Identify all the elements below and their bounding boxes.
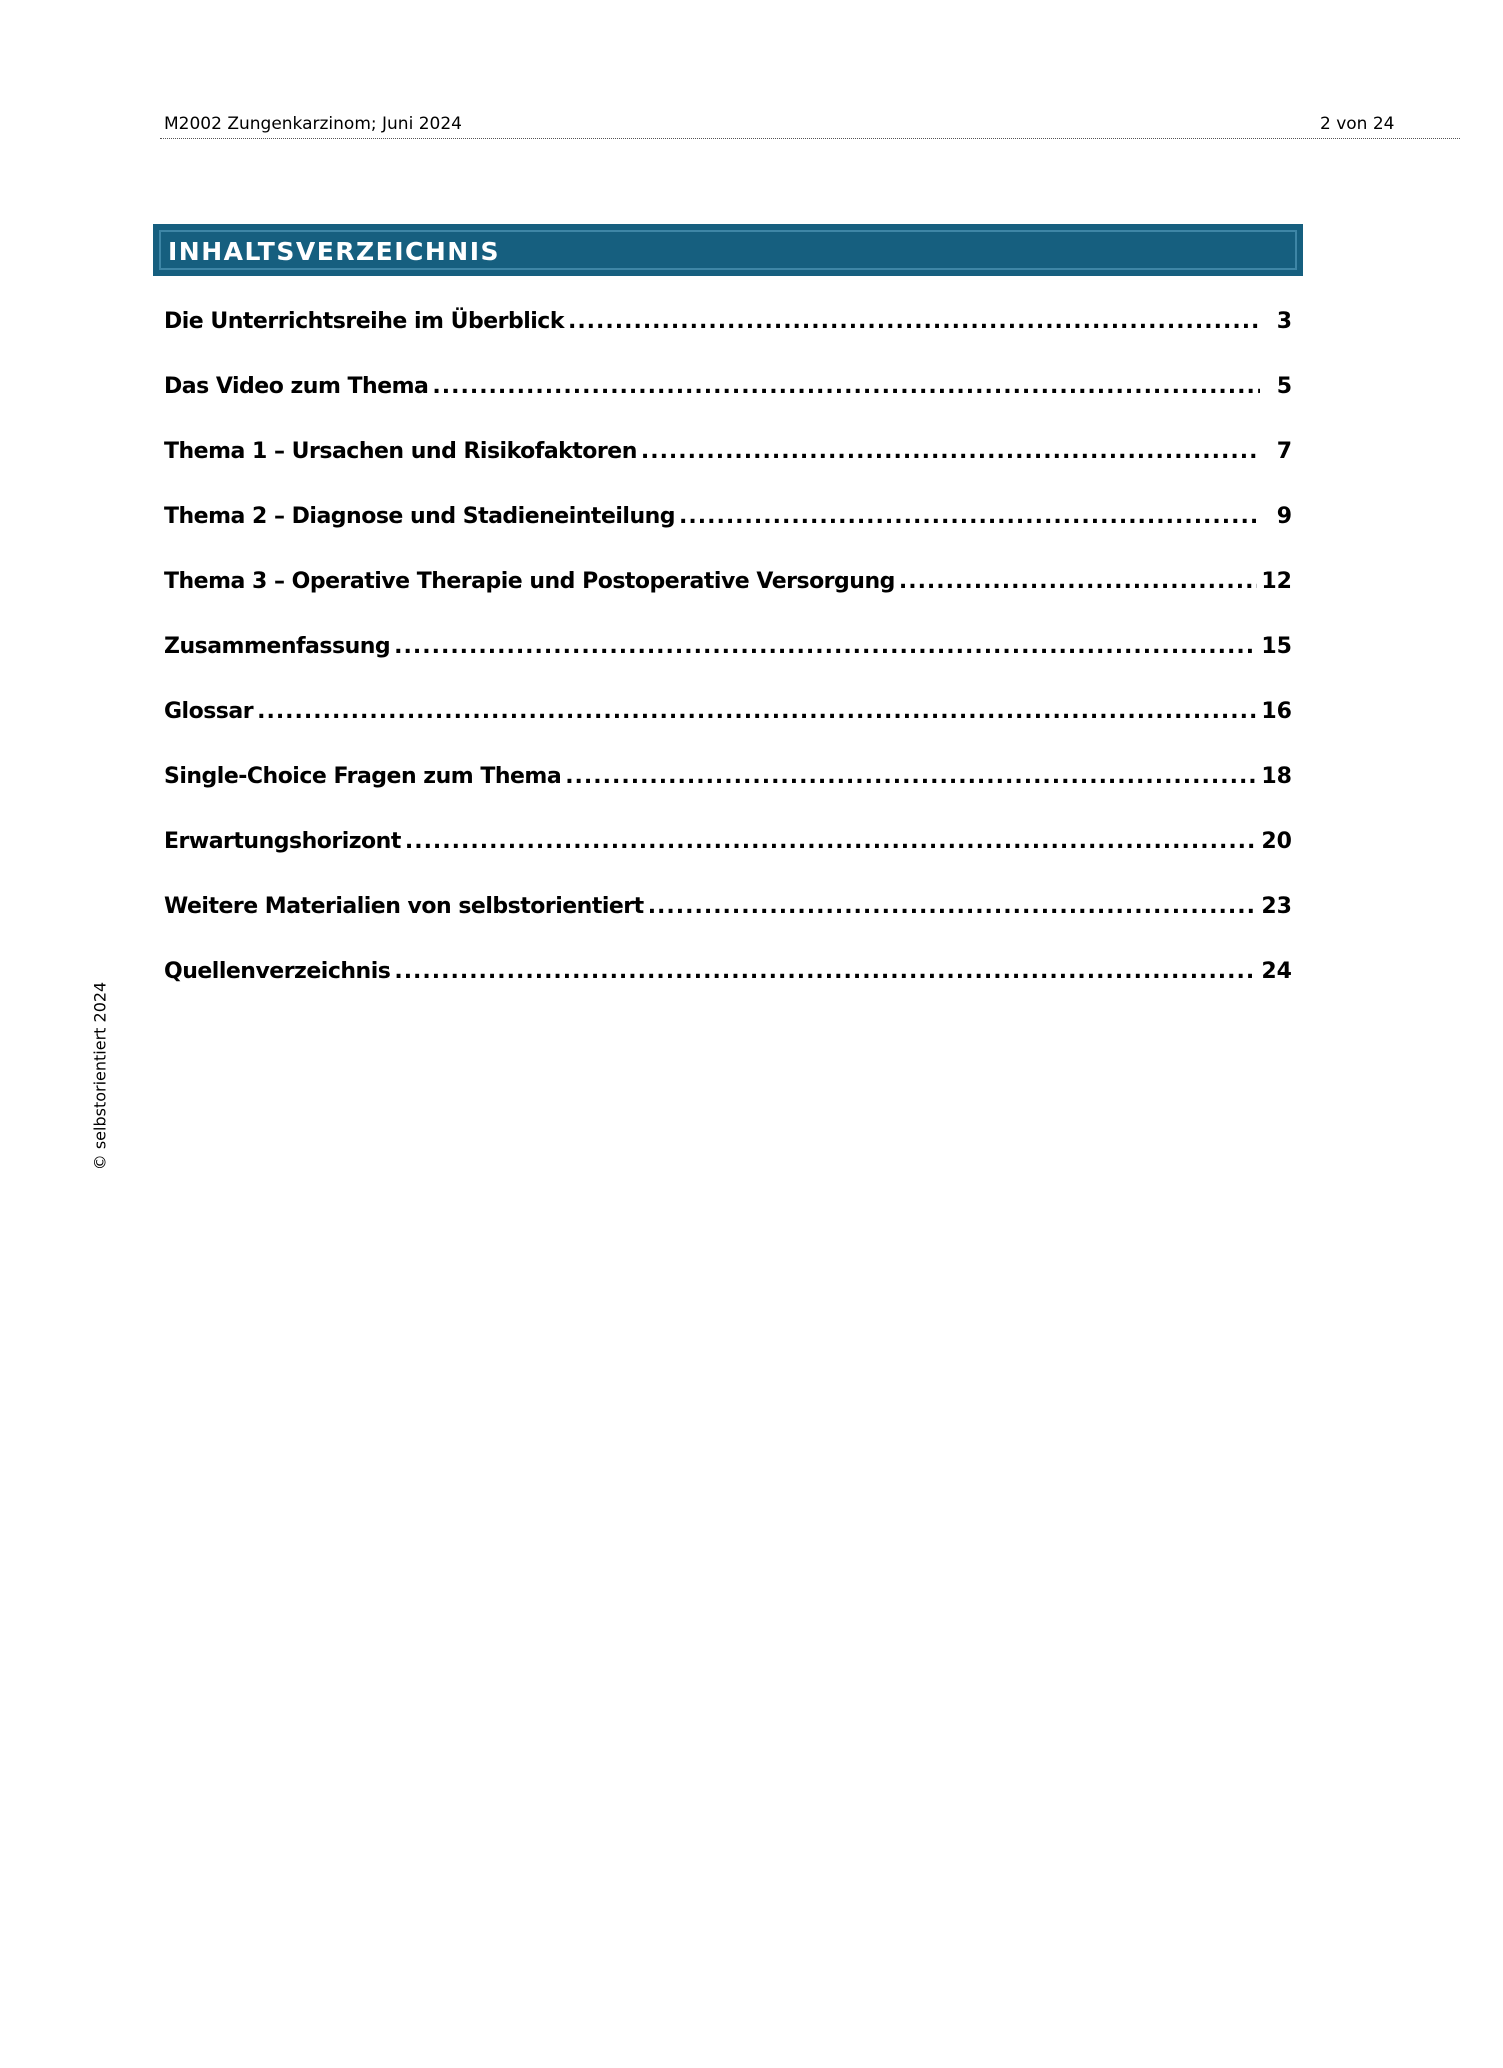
toc-entry-ueberblick[interactable]	[164, 302, 1292, 367]
toc-dot-leader	[568, 302, 1260, 342]
page-header	[160, 110, 1460, 139]
toc-entry-glossar[interactable]	[164, 692, 1292, 757]
toc-dot-leader	[257, 692, 1257, 732]
toc-entry-zusammenfassung[interactable]	[164, 627, 1292, 692]
toc-dot-leader	[641, 432, 1260, 472]
toc-entry-thema-3[interactable]	[164, 562, 1292, 627]
toc-entry-page: 16	[1261, 699, 1292, 724]
toc-entry-page: 5	[1276, 374, 1292, 399]
toc-dot-leader	[432, 367, 1260, 407]
toc-entry-page: 9	[1276, 504, 1292, 529]
toc-entry-label: Zusammenfassung	[164, 634, 391, 659]
toc-entry-label: Quellenverzeichnis	[164, 959, 391, 984]
toc-entry-label: Das Video zum Thema	[164, 374, 429, 399]
toc-dot-leader	[394, 952, 1257, 992]
toc-entry-page: 24	[1261, 959, 1292, 984]
toc-entry-label: Thema 3 – Operative Therapie und Postoperative Versorgung	[164, 569, 895, 594]
toc-dot-leader	[565, 757, 1257, 797]
toc-dot-leader	[405, 822, 1258, 862]
toc-entry-quellenverzeichnis[interactable]	[164, 952, 1292, 1017]
toc-entry-label: Thema 1 – Ursachen und Risikofaktoren	[164, 439, 637, 464]
toc-title: INHALTSVERZEICHNIS	[168, 237, 501, 266]
document-title: M2002 Zungenkarzinom; Juni 2024	[164, 114, 462, 134]
toc-entry-label: Die Unterrichtsreihe im Überblick	[164, 309, 564, 334]
toc-entry-page: 12	[1261, 569, 1292, 594]
copyright-notice: © selbstorientiert 2024	[90, 981, 110, 1171]
toc-entry-page: 18	[1261, 764, 1292, 789]
toc-entry-page: 20	[1261, 829, 1292, 854]
toc-dot-leader	[394, 627, 1257, 667]
toc-entry-label: Glossar	[164, 699, 254, 724]
toc-entry-label: Single-Choice Fragen zum Thema	[164, 764, 562, 789]
toc-dot-leader	[679, 497, 1260, 537]
table-of-contents	[164, 302, 1292, 1017]
toc-entry-page: 15	[1261, 634, 1292, 659]
toc-dot-leader	[648, 887, 1258, 927]
toc-entry-video[interactable]	[164, 367, 1292, 432]
toc-dot-leader	[899, 562, 1258, 602]
toc-entry-page: 3	[1276, 309, 1292, 334]
toc-entry-single-choice[interactable]	[164, 757, 1292, 822]
toc-entry-label: Thema 2 – Diagnose und Stadieneinteilung	[164, 504, 676, 529]
page-number: 2 von 24	[1320, 114, 1395, 134]
toc-entry-weitere-materialien[interactable]	[164, 887, 1292, 952]
toc-entry-thema-2[interactable]	[164, 497, 1292, 562]
toc-entry-label: Erwartungshorizont	[164, 829, 401, 854]
toc-entry-label: Weitere Materialien von selbstorientiert	[164, 894, 644, 919]
toc-entry-page: 23	[1261, 894, 1292, 919]
toc-entry-erwartungshorizont[interactable]	[164, 822, 1292, 887]
toc-entry-thema-1[interactable]	[164, 432, 1292, 497]
toc-entry-page: 7	[1276, 439, 1292, 464]
toc-heading-banner	[153, 224, 1303, 276]
